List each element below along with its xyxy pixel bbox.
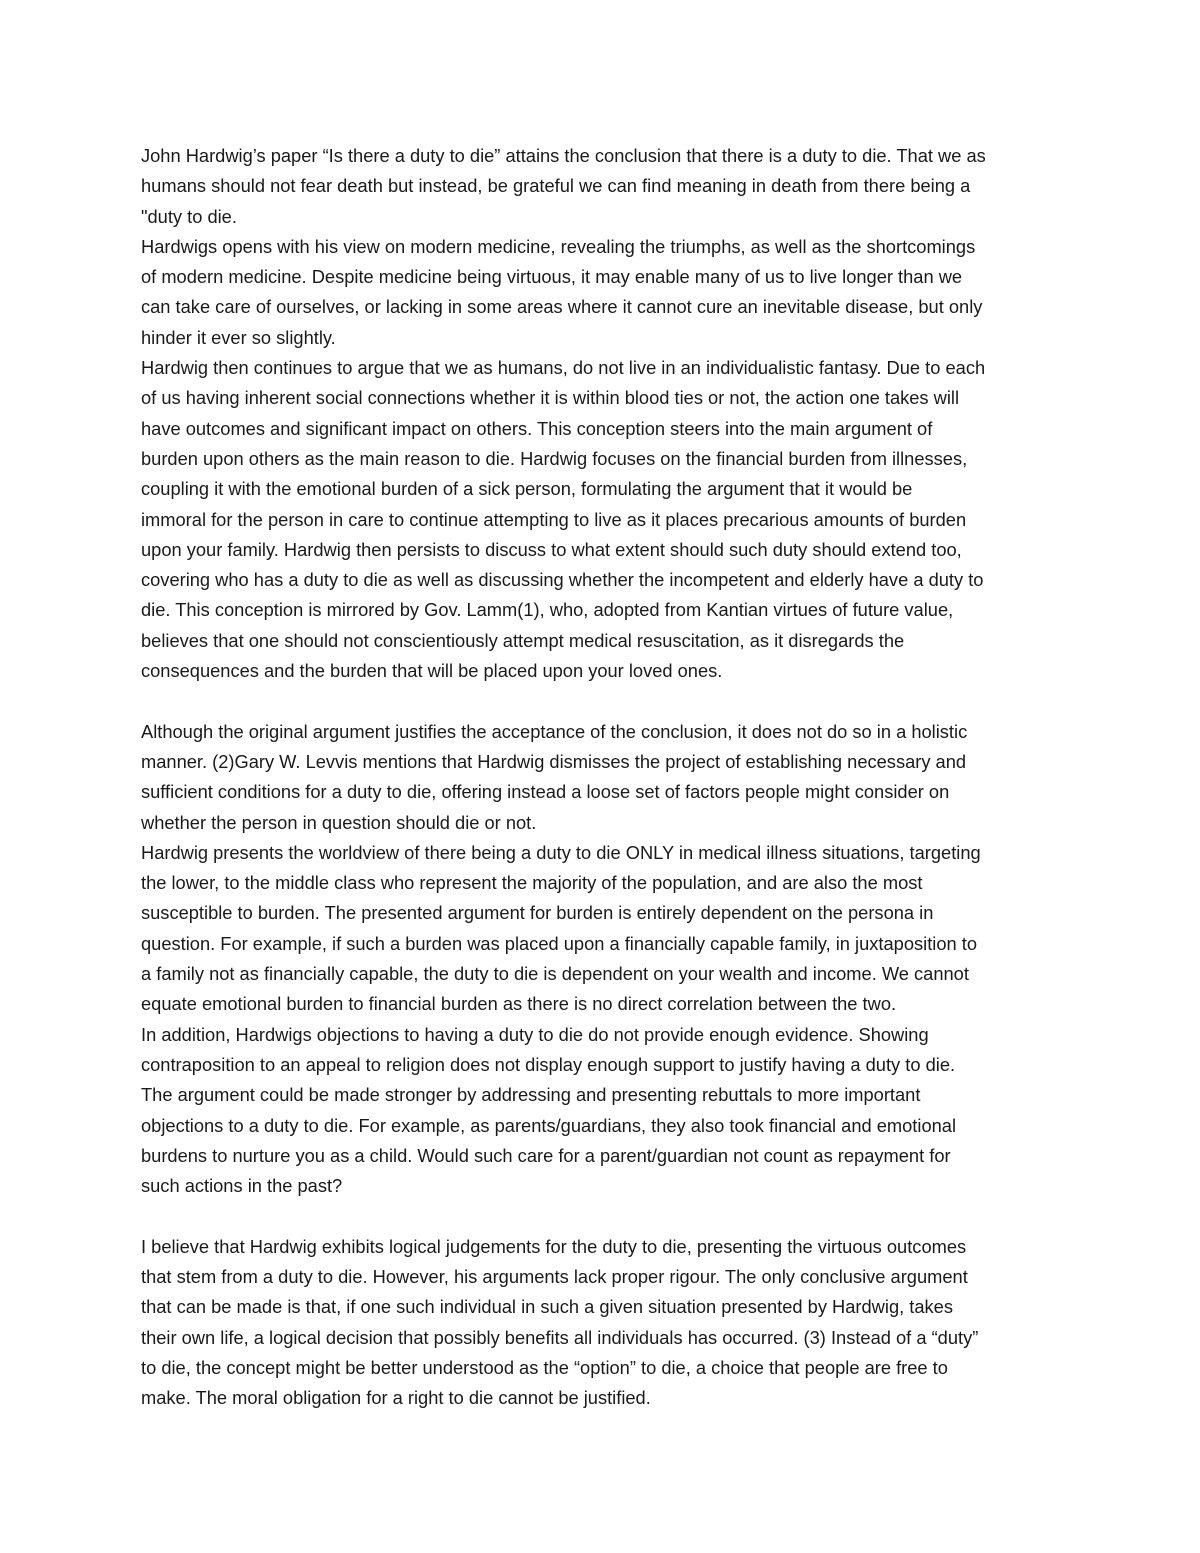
- paragraph-burden-argument: Hardwig then continues to argue that we as humans, do not live in an individualistic fantasy. Due to each of us having inherent social connections whether it is within blood ties or not, the action one takes will have outcomes and significant impact on others. This conception steers into the main argument of burden upon others as the main reason to die. Hardwig focuses on the financial burden from illnesses, coupling it with the emotional burden of a sick person, formulating the argument that it would be immoral for the person in care to continue attempting to live as it places precarious amounts of burden upon your family. Hardwig then persists to discuss to what extent should such duty should extend too, covering who has a duty to die as well as discussing whether the incompetent and elderly have a duty to die. This conception is mirrored by Gov. Lamm(1), who, adopted from Kantian virtues of future value, believes that one should not conscientiously attempt medical resuscitation, as it disregards the consequences and the burden that will be placed upon your loved ones.: [141, 357, 986, 682]
- paragraph-objections: In addition, Hardwigs objections to having a duty to die do not provide enough evidence. Showing contraposition to an appeal to religion does not display enough support to justify having a duty to die. The argument could be made stronger by addressing and presenting rebuttals to more important objections to a duty to die. For example, as parents/guardians, they also took financial and emotional burdens to nurture you as a child. Would such care for a parent/guardian not count as repayment for such actions in the past?: [141, 1023, 957, 1197]
- paragraph-spacer: [141, 686, 1061, 716]
- paragraph-modern-medicine: Hardwigs opens with his view on modern medicine, revealing the triumphs, as well as the shortcomings of modern medicine. Despite medicine being virtuous, it may enable many of us to live longer than we can take care of ourselves, or lacking in some areas where it cannot cure an inevitable disease, but only hinder it ever so slightly.: [141, 235, 983, 348]
- paragraph-spacer: [141, 1201, 1061, 1231]
- paragraph-intro: John Hardwig’s paper “Is there a duty to die” attains the conclusion that there is a duty to die. That we as humans should not fear death but instead, be grateful we can find meaning in death from there being a "duty to die.: [141, 145, 986, 227]
- document-body: [141, 141, 1061, 1413]
- paragraph-worldview: Hardwig presents the worldview of there being a duty to die ONLY in medical illness situations, targeting the lower, to the middle class who represent the majority of the population, and are also the most susceptible to burden. The presented argument for burden is entirely dependent on the persona in question. For example, if such a burden was placed upon a financially capable family, in juxtaposition to a family not as financially capable, the duty to die is dependent on your wealth and income. We cannot equate emotional burden to financial burden as there is no direct correlation between the two.: [141, 841, 981, 1015]
- paragraph-holistic-critique: Although the original argument justifies the acceptance of the conclusion, it does not do so in a holistic manner. (2)Gary W. Levvis mentions that Hardwig dismisses the project of establishing necessary and sufficient conditions for a duty to die, offering instead a loose set of factors people might consider on whether the person in question should die or not.: [141, 720, 968, 833]
- paragraph-conclusion: I believe that Hardwig exhibits logical judgements for the duty to die, presenting the virtuous outcomes that stem from a duty to die. However, his arguments lack proper rigour. The only conclusive argument that can be made is that, if one such individual in such a given situation presented by Hardwig, takes their own life, a logical decision that possibly benefits all individuals has occurred. (3) Instead of a “duty” to die, the concept might be better understood as the “option” to die, a choice that people are free to make. The moral obligation for a right to die cannot be justified.: [141, 1235, 979, 1409]
